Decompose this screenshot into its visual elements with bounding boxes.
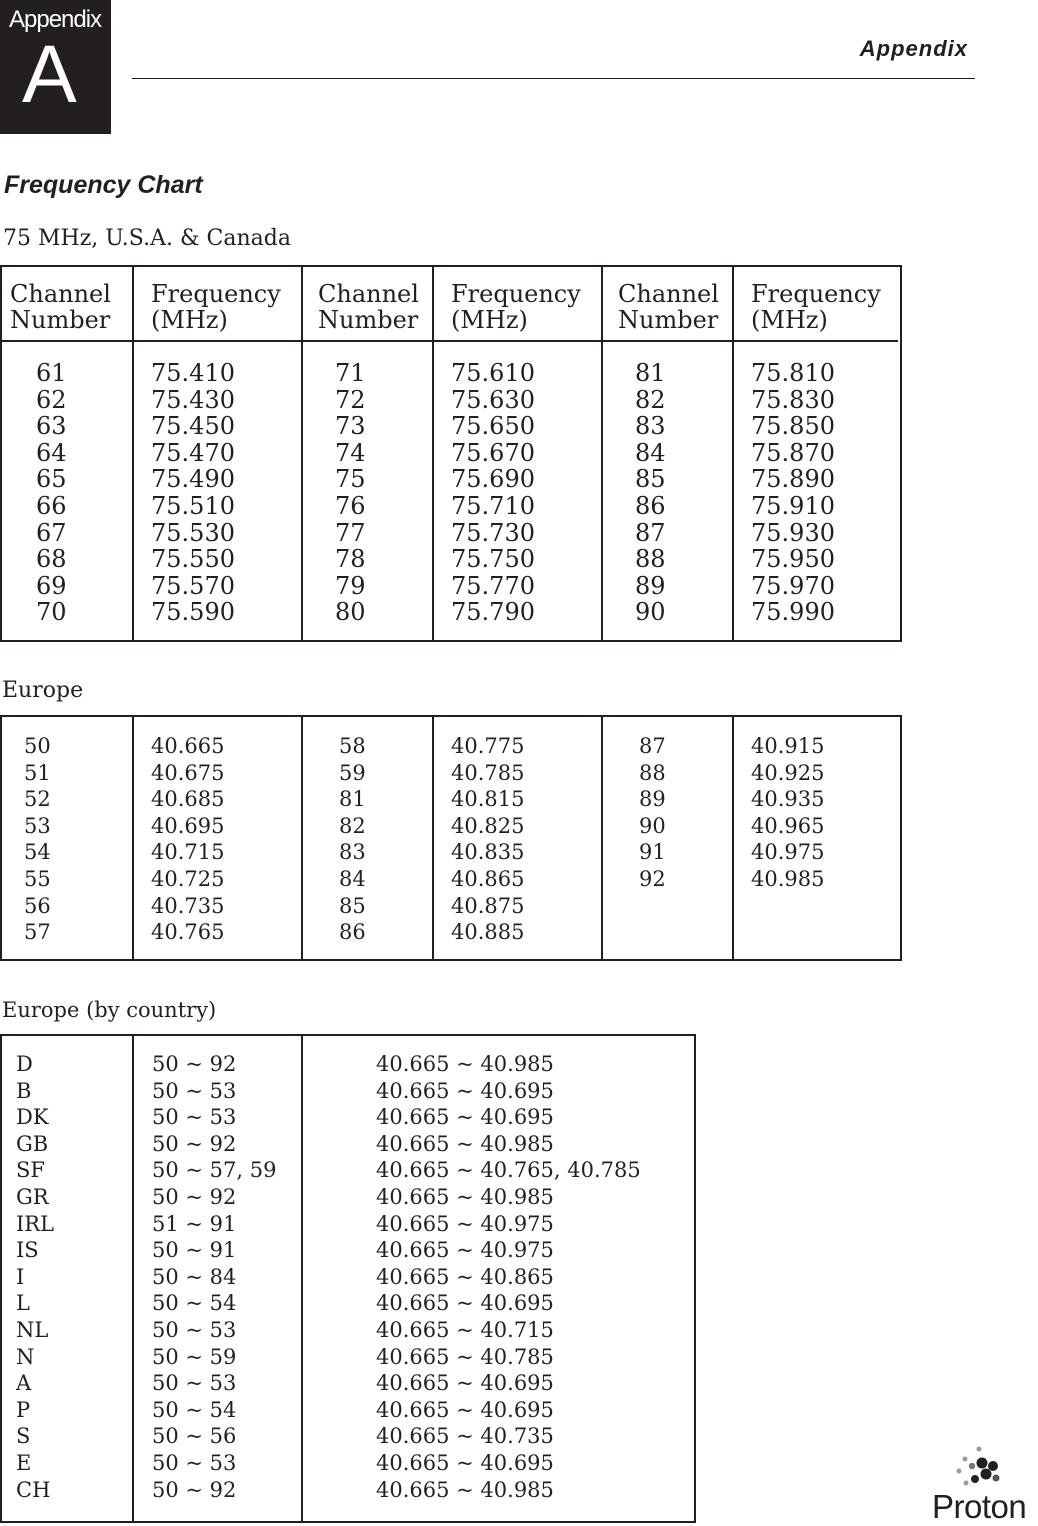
appendix-tab [0,0,111,134]
frequency-column: 40.915 40.925 40.935 40.965 40.975 40.985 [751,734,825,891]
appendix-tab-word: Appendix [9,6,102,33]
header-channel-number: Channel Number [318,280,419,334]
header-channel-number: Channel Number [10,280,111,334]
europe-frequency-table [0,715,902,961]
channel-column: 50 51 52 53 54 55 56 57 [24,734,51,945]
column-divider [301,267,303,640]
header-divider [2,340,898,342]
europe-country-table [0,1034,696,1523]
header-channel-number: Channel Number [618,280,719,334]
usa-frequency-table [0,265,902,642]
frequency-column: 75.610 75.630 75.650 75.670 75.690 75.710 75.730 75.750 75.770 75.790 [451,359,535,627]
header-frequency: Frequency (MHz) [751,280,881,334]
channel-column: 87 88 89 90 91 92 [639,734,666,891]
frequency-range-column: 40.665 ~ 40.985 40.665 ~ 40.695 40.665 ~ 40.695 40.665 ~ 40.985 40.665 ~ 40.765, 40.785 40.665 ~ 40.985 40.665 ~ 40.975 40.665 ~ 40.975 40.665 ~ 40.865 40.665 ~ 40.695 40.665 ~ 40.715 40.665 ~ 40.785 40.665 ~ 40.695 40.665 ~ 40.695 40.665 ~ 40.735 40.665 ~ 40.695 40.665 ~ 40.985 [376,1052,641,1502]
section-title: Frequency Chart [4,171,203,199]
appendix-tab-letter: A [22,29,77,120]
column-divider [301,717,303,959]
column-divider [732,717,734,959]
europe-table-label: Europe [2,678,84,703]
column-divider [132,1036,134,1521]
channel-column: 58 59 81 82 83 84 85 86 [339,734,366,945]
running-head: Appendix [859,36,968,61]
column-divider [432,267,434,640]
column-divider [601,717,603,959]
header-frequency: Frequency (MHz) [451,280,581,334]
frequency-column: 75.410 75.430 75.450 75.470 75.490 75.510 75.530 75.550 75.570 75.590 [151,359,235,627]
usa-table-label: 75 MHz, U.S.A. & Canada [3,226,291,251]
frequency-column: 40.665 40.675 40.685 40.695 40.715 40.725 40.735 40.765 [151,734,225,945]
header-rule [132,78,975,79]
proton-logo-text: Proton [932,1488,1027,1525]
frequency-column: 40.775 40.785 40.815 40.825 40.835 40.865 40.875 40.885 [451,734,525,945]
country-code-column: D B DK GB SF GR IRL IS I L NL N A P S E CH [16,1052,55,1502]
column-divider [132,267,134,640]
proton-dots-icon [930,1442,1038,1492]
proton-logo [930,1442,1038,1523]
column-divider [301,1036,303,1521]
column-divider [132,717,134,959]
channel-range-column: 50 ~ 92 50 ~ 53 50 ~ 53 50 ~ 92 50 ~ 57, 59 50 ~ 92 51 ~ 91 50 ~ 91 50 ~ 84 50 ~ 54 50 ~ 53 50 ~ 59 50 ~ 53 50 ~ 54 50 ~ 56 50 ~ 53 50 ~ 92 [152,1052,277,1502]
column-divider [601,267,603,640]
column-divider [432,717,434,959]
channel-column: 81 82 83 84 85 86 87 88 89 90 [635,359,666,627]
channel-column: 61 62 63 64 65 66 67 68 69 70 [36,359,67,627]
channel-column: 71 72 73 74 75 76 77 78 79 80 [335,359,366,627]
europe-country-table-label: Europe (by country) [2,998,217,1022]
column-divider [732,267,734,640]
frequency-column: 75.810 75.830 75.850 75.870 75.890 75.910 75.930 75.950 75.970 75.990 [751,359,835,627]
header-frequency: Frequency (MHz) [151,280,281,334]
